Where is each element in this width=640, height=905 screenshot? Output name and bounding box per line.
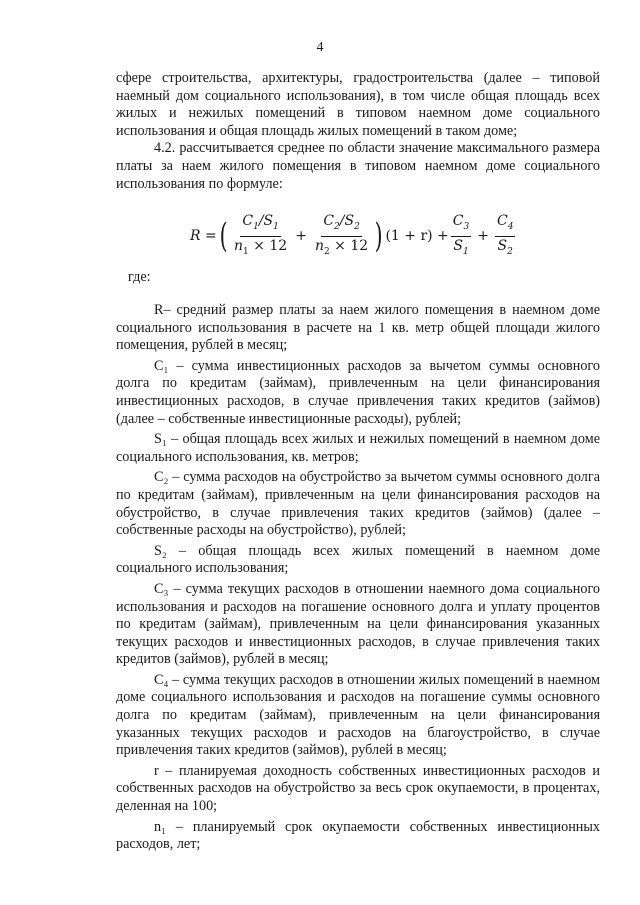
fraction-2: $\frac{C_2/S_2}{n_2 \times 12}$	[314, 212, 369, 257]
intro-text	[116, 70, 600, 193]
where-label: где:	[128, 269, 151, 285]
intro-paragraph-2: 4.2. рассчитывается среднее по области значение максимального размера платы за наем жилого помещения в типовом наемном доме социального использования по формуле:	[116, 140, 600, 192]
page-number: 4	[316, 40, 324, 55]
definition-item: С₄ – сумма текущих расходов в отношении жилых помещений в наемном доме социального использования и расходов на погашение суммы основного долга по кредитам (займам), привлеченным на цели финансирования указанных текущих расходов и расходов на благоустройство, в случае привлечения таких кредитов (займов), рублей в месяц;	[116, 671, 600, 759]
definition-item: R– средний размер платы за наем жилого помещения в наемном доме социального использования в расчете на 1 кв. метр общей площади жилого помещения, рублей в месяц;	[116, 302, 600, 354]
formula-mid: (1 + r) +	[385, 228, 449, 244]
definition-item: С₂ – сумма расходов на обустройство за вычетом суммы основного долга по кредитам (займам), привлеченным на цели финансирования расходов на обустройство, в случае привлечения таких кредитов (займов) (далее – собственные расходы на обустройство), рублей;	[116, 469, 600, 539]
definition-item: С₁ – сумма инвестиционных расходов за вычетом суммы основного долга по кредитам (займам), привлеченным на цели финансирования инвестиционных расходов, в случае привлечения таких кредитов (займов) (далее – собственные инвестиционные расходы), рублей;	[116, 357, 600, 427]
definition-item: n₁ – планируемый срок окупаемости собственных инвестиционных расходов, лет;	[116, 818, 600, 853]
open-paren: (	[219, 216, 228, 256]
fraction-3: $\frac{C_3}{S_1}$	[452, 212, 470, 257]
fraction-4: $\frac{C_4}{S_2}$	[496, 212, 514, 257]
formula-lhs: R =	[190, 228, 217, 244]
definition-item: r – планируемая доходность собственных инвестиционных расходов и собственных расходов на обустройство за весь срок окупаемости, в процентах, деленная на 100;	[116, 762, 600, 815]
rent-formula: R = ( $\frac{C_1/S_1}{n_1 \times 12}$ + $\frac{C_2/S_2}{n_2 \times 12}$ ) (1 + r) + $\frac{C_3}{S_1}$ + $\frac{C_4}{S_2}$	[190, 206, 517, 266]
definitions-list	[116, 302, 600, 857]
definition-item: S₁ – общая площадь всех жилых и нежилых помещений в наемном доме социального использования, кв. метров;	[116, 431, 600, 465]
close-paren: )	[374, 216, 383, 256]
intro-paragraph-1: сфере строительства, архитектуры, градостроительства (далее – типовой наемный дом социального использования), в том числе общая площадь всех жилых и нежилых помещений в типовом наемном доме социального использования и общая площадь жилых помещений в таком доме;	[116, 70, 600, 139]
definition-item: S₂ – общая площадь всех жилых помещений в наемном доме социального использования;	[116, 542, 600, 577]
definition-item: С₃ – сумма текущих расходов в отношении наемного дома социального использования и расходов на погашение основного долга и уплату процентов по кредитам (займам), привлеченным на цели финансирования указанных текущих расходов и инвестиционных расходов, в случае привлечения таких кредитов (займов), рублей в месяц;	[116, 580, 600, 668]
fraction-1: $\frac{C_1/S_1}{n_1 \times 12}$	[234, 212, 288, 257]
